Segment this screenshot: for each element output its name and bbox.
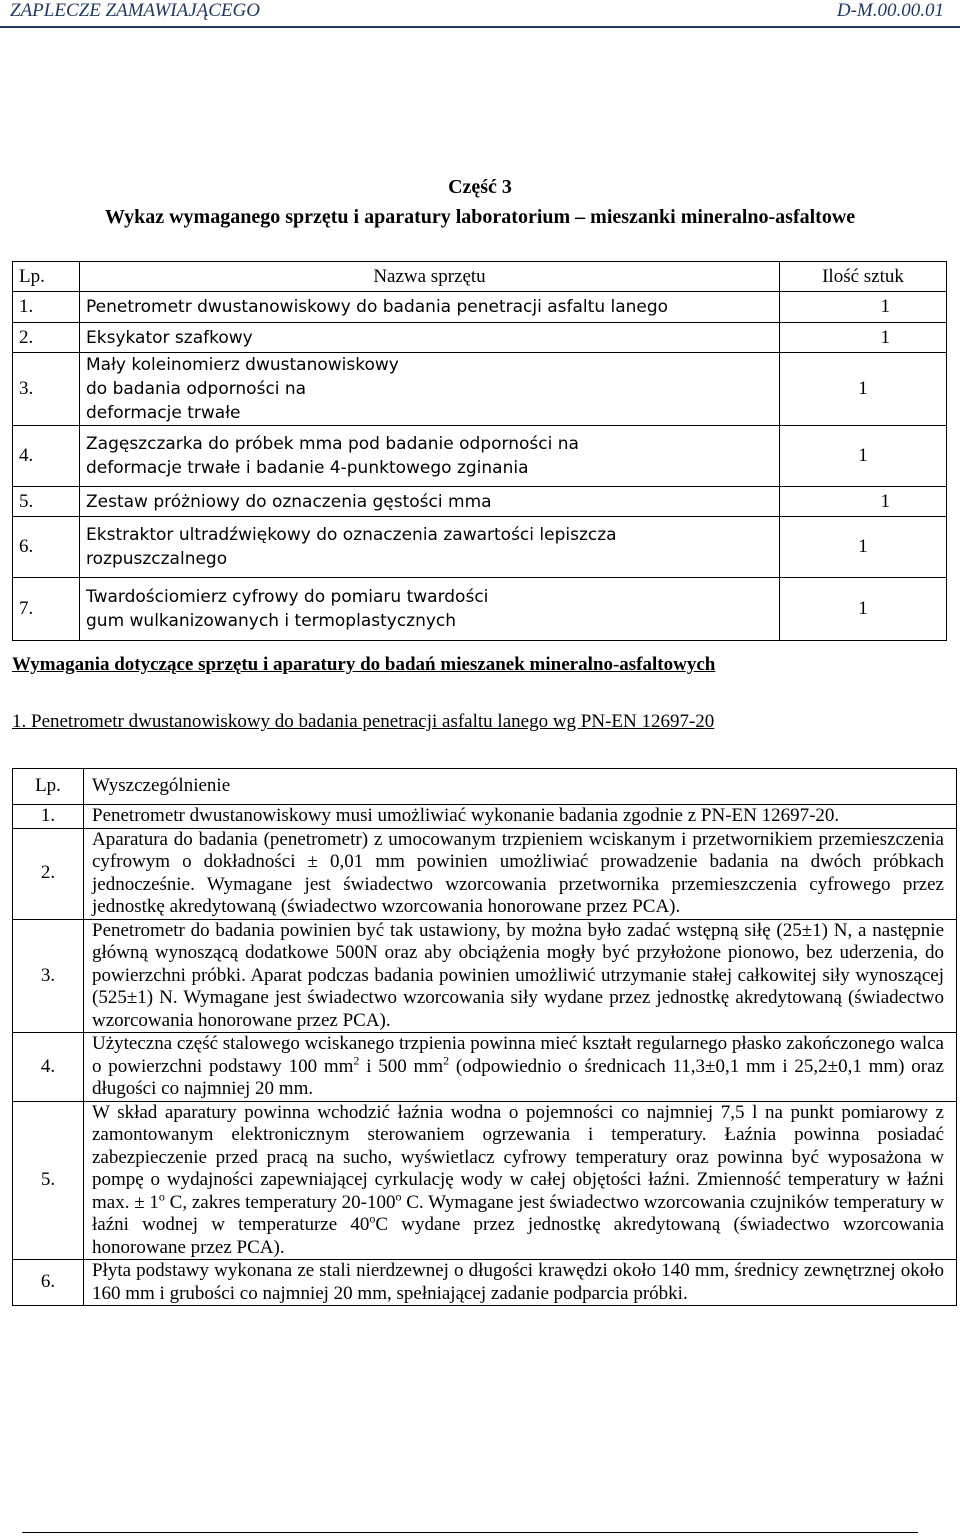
row-name: Eksykator szafkowy bbox=[80, 323, 780, 353]
header-name: Nazwa sprzętu bbox=[80, 262, 780, 292]
row-qty: 1 bbox=[780, 323, 947, 353]
table-row bbox=[13, 1033, 957, 1102]
row-lp: 5. bbox=[13, 487, 80, 517]
header-qty: Ilość sztuk bbox=[780, 262, 947, 292]
row-qty: 1 bbox=[780, 353, 947, 426]
header-left: ZAPLECZE ZAMAWIAJĄCEGO bbox=[10, 0, 260, 21]
row-lp: 4. bbox=[13, 426, 80, 487]
page-header bbox=[0, 0, 960, 26]
table-row bbox=[13, 578, 947, 641]
row-lp: 6. bbox=[13, 517, 80, 578]
row-desc: Aparatura do badania (penetrometr) z umocowanym trzpieniem wciskanym i przetwornikiem przemieszczenia cyfrowym o dokładności ± 0,01 mm powinien umożliwiać prowadzenie badania na dwóch próbkach jednocześnie. Wymagane jest świadectwo wzorcowania przetwornika przemieszczenia cyfrowego przez jednostkę akredytowaną (świadectwo wzorcowania honorowane przez PCA). bbox=[84, 828, 957, 919]
table-row bbox=[13, 828, 957, 919]
table-row bbox=[13, 323, 947, 353]
table-row bbox=[13, 353, 947, 426]
row-name: Zagęszczarka do próbek mma pod badanie odporności na deformacje trwałe i badanie 4-punktowego zginania bbox=[80, 426, 780, 487]
header-divider bbox=[0, 26, 960, 28]
row-name: Mały koleinomierz dwustanowiskowy do badania odporności na deformacje trwałe bbox=[80, 353, 780, 426]
table-row bbox=[13, 426, 947, 487]
row-desc: Płyta podstawy wykonana ze stali nierdzewnej o długości krawędzi około 140 mm, średnicy zewnętrznej około 160 mm i grubości co najmniej 20 mm, spełniającej zadanie podparcia próbki. bbox=[84, 1260, 957, 1306]
row-name: Penetrometr dwustanowiskowy do badania penetracji asfaltu lanego bbox=[80, 292, 780, 323]
row-lp: 6. bbox=[13, 1260, 84, 1306]
row-desc: Użyteczna część stalowego wciskanego trzpienia powinna mieć kształt regularnego płasko zakończonego walca o powierzchni podstawy 100 $mm^2$ i 500 $mm^2$ (odpowiednio o średnicach 11,3±0,1 mm i 25,2±0,1 mm) oraz długości co najmniej 20 mm. bbox=[84, 1033, 957, 1102]
row-lp: 2. bbox=[13, 828, 84, 919]
row-lp: 5. bbox=[13, 1101, 84, 1260]
row-lp: 7. bbox=[13, 578, 80, 641]
row-qty: 1 bbox=[780, 426, 947, 487]
row-desc: W skład aparatury powinna wchodzić łaźnia wodna o pojemności co najmniej 7,5 l na punkt pomiarowy z zamontowanym elektronicznym sterowaniem ogrzewania i temperatury. Łaźnia powinna posiadać zabezpieczenie przed pracą na sucho, wyświetlacz cyfrowy temperatury oraz powinna być wyposażona w pompę o wydajności zapewniającej cyrkulację wody w całej objętości łaźni. Zmienność temperatury w łaźni max. ± $1^o$ C, zakres temperatury 20-100$^o$ C. Wymagane jest świadectwo wzorcowania czujników temperatury w łaźni wodnej w temperaturze 40$^o$C wydane przez jednostkę akredytowaną (świadectwo wzorcowania honorowane przez PCA). bbox=[84, 1101, 957, 1260]
row-name: Zestaw próżniowy do oznaczenia gęstości mma bbox=[80, 487, 780, 517]
table-row bbox=[13, 1260, 957, 1306]
header-right: D-M.00.00.01 bbox=[836, 0, 944, 21]
row-lp: 3. bbox=[13, 919, 84, 1033]
row-lp: 4. bbox=[13, 1033, 84, 1102]
row-lp: 1. bbox=[13, 292, 80, 323]
table-row bbox=[13, 517, 947, 578]
table-row bbox=[13, 292, 947, 323]
document-title: Wykaz wymaganego sprzętu i aparatury laboratorium – mieszanki mineralno-asfaltowe bbox=[104, 206, 856, 228]
table-header-row bbox=[13, 769, 957, 805]
table-row bbox=[13, 805, 957, 829]
row-lp: 1. bbox=[13, 805, 84, 829]
table-row bbox=[13, 919, 957, 1033]
table-header-row bbox=[13, 262, 947, 292]
header-desc: Wyszczególnienie bbox=[84, 769, 957, 805]
row-name: Ekstraktor ultradźwiękowy do oznaczenia zawartości lepiszcza rozpuszczalnego bbox=[80, 517, 780, 578]
row-qty: 1 bbox=[780, 487, 947, 517]
equipment-table bbox=[12, 261, 947, 641]
header-lp: Lp. bbox=[13, 262, 80, 292]
row-desc: Penetrometr do badania powinien być tak ustawiony, by można było zadać wstępną siłę (25±1) N, a następnie główną wynoszącą dodatkowe 500N oraz aby obciążenia mogły być przyłożone pionowo, bez uderzenia, do powierzchni próbki. Aparat podczas badania powinien umożliwić utrzymanie stałej całkowitej siły wynoszącej (525±1) N. Wymagane jest świadectwo wzorcowania siły wydane przez jednostkę akredytowaną (świadectwo wzorcowania honorowane przez PCA). bbox=[84, 919, 957, 1033]
part-title: Część 3 bbox=[448, 176, 512, 198]
spec-table bbox=[12, 768, 957, 1306]
row-desc: Penetrometr dwustanowiskowy musi umożliwiać wykonanie badania zgodnie z PN-EN 12697-20. bbox=[84, 805, 957, 829]
row-qty: 1 bbox=[780, 517, 947, 578]
table-row bbox=[13, 1101, 957, 1260]
row-lp: 3. bbox=[13, 353, 80, 426]
header-lp: Lp. bbox=[13, 769, 84, 805]
table-row bbox=[13, 487, 947, 517]
row-name: Twardościomierz cyfrowy do pomiaru twardości gum wulkanizowanych i termoplastycznych bbox=[80, 578, 780, 641]
footer-divider bbox=[22, 1532, 918, 1533]
row-qty: 1 bbox=[780, 292, 947, 323]
row-lp: 2. bbox=[13, 323, 80, 353]
requirements-heading: Wymagania dotyczące sprzętu i aparatury do badań mieszanek mineralno-asfaltowych bbox=[12, 654, 716, 675]
subsection-heading: 1. Penetrometr dwustanowiskowy do badania penetracji asfaltu lanego wg PN-EN 12697-20 bbox=[12, 711, 715, 732]
row-qty: 1 bbox=[780, 578, 947, 641]
